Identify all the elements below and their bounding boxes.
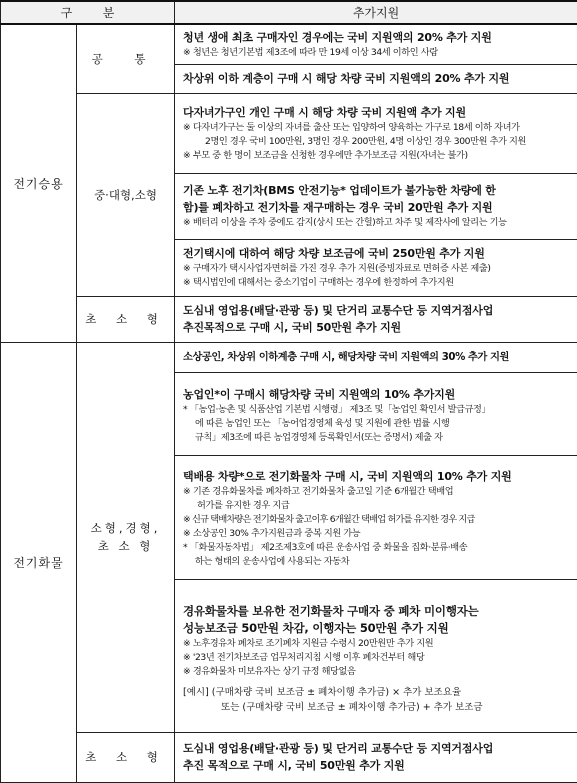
support-note: 에 따른 농업인 또는 「농어업경영체 육성 및 지원에 관한 법률 시행 (183, 417, 572, 431)
support-heading: 기존 노후 전기차(BMS 안전기능* 업데이트가 불가능한 차량에 한 (183, 182, 572, 199)
support-cell (175, 579, 577, 732)
support-note: 허가를 유지한 경우 지급 (183, 499, 572, 513)
support-note: ※ 경유화물차 미보유자는 상기 규정 해당없음 (183, 665, 572, 679)
support-cell (175, 372, 577, 455)
support-cell (175, 342, 577, 372)
support-note: ※ 노후경유차 폐차로 조기폐차 지원금 수령시 20만원만 추가 지원 (183, 637, 572, 651)
sub-label-line2: 초 소 형 (77, 537, 174, 555)
table-row (1, 296, 577, 342)
example-formula (183, 685, 572, 715)
support-note: * 「농업·농촌 및 식품산업 기본법 시행령」 제3조 및「농업인 확인서 발급규정」 (183, 403, 572, 417)
category-ev-truck: 전기화물 (1, 342, 77, 782)
sub-ultra-small: 초 소 형 (77, 296, 175, 342)
support-cell (175, 173, 577, 239)
table-header-row (1, 1, 577, 24)
header-category: 구 분 (1, 1, 175, 24)
support-note: ※ 부모 중 한 명이 보조금을 신청한 경우에만 추가보조금 지원(자녀는 불가) (183, 149, 572, 163)
sub-public: 공 통 (77, 24, 175, 93)
support-heading: 청년 생애 최초 구매자인 경우에는 국비 지원액의 20% 추가 지원 (183, 29, 572, 46)
support-heading: 전기택시에 대하여 해당 차량 보조금에 국비 250만원 추가 지원 (183, 245, 572, 262)
support-heading: 차상위 이하 계층이 구매 시 해당 차량 국비 지원액의 20% 추가 지원 (183, 70, 572, 87)
support-heading: 경유화물차를 보유한 전기화물차 구매자 중 폐차 미이행자는 (183, 603, 572, 620)
support-heading: 도심내 영업용(배달·관광 등) 및 단거리 교통수단 등 지역거점사업 (183, 740, 572, 757)
support-cell (175, 239, 577, 296)
support-heading: 추진 목적으로 구매 시, 국비 50만원 추가 지원 (183, 757, 572, 774)
support-heading: 도심내 영업용(배달·관광 등) 및 단거리 교통수단 등 지역거점사업 (183, 302, 572, 319)
support-cell (175, 296, 577, 342)
support-note: ※ 배터리 이상을 주차 중에도 감지(상시 또는 간헐)하고 차주 및 제작사에 알리는 기능 (183, 216, 572, 230)
support-note: 규칙」제3조에 따른 농업경영체 등록확인서(또는 증명서) 제출 자 (183, 431, 572, 445)
support-note: ※ '23년 전기차보조금 업무처리지침 시행 이후 폐차건부터 해당 (183, 651, 572, 665)
table-row (1, 93, 577, 173)
support-cell (175, 64, 577, 93)
support-note: * 「화물자동차법」 제2조제3호에 따른 운송사업 중 화물을 집화·분류·배송 (183, 541, 572, 555)
support-note: ※ 신규 택배차량은 전기화물차 출고이후 6개월간 택배업 허가를 유지한 경우 지급 (183, 513, 572, 527)
support-heading: 추진목적으로 구매 시, 국비 50만원 추가 지원 (183, 319, 572, 336)
support-heading: 농업인*이 구매시 해당차량 국비 지원액의 10% 추가지원 (183, 386, 572, 403)
support-heading: 성능보조금 50만원 차감, 이행자는 50만원 추가 지원 (183, 620, 572, 637)
support-note: ※ 소상공인 30% 추가지원금과 중복 지원 가능 (183, 527, 572, 541)
support-note: 하는 형태의 운송사업에 사용되는 자동차 (183, 555, 572, 569)
table-row (1, 732, 577, 782)
sub-ultra-small: 초 소 형 (77, 732, 175, 782)
support-heading: 다자녀가구인 개인 구매 시 해당 차량 국비 지원액 추가 지원 (183, 104, 572, 121)
support-note: 2명인 경우 국비 100만원, 3명인 경우 200만원, 4명 이상인 경우 300만원 추가 지원 (183, 135, 572, 149)
support-heading: 함)를 폐차하고 전기차를 재구매하는 경우 국비 20만원 추가 지원 (183, 199, 572, 216)
example-line: [예시] (구매차량 국비 보조금 ± 폐차이행 추가금) × 추가 보조요율 (183, 685, 572, 700)
support-note: ※ 구매자가 택시사업자면허를 가진 경우 추가 지원(증빙자료로 면허증 사본 제출) (183, 262, 572, 276)
support-note: ※ 다자녀가구는 둘 이상의 자녀를 출산 또는 입양하여 양육하는 가구로 18세 이하 자녀가 (183, 121, 572, 135)
header-extra-support: 추가지원 (175, 1, 577, 24)
support-note: ※ 택시법인에 대해서는 중소기업이 구매하는 경우에 한정하여 추가지원 (183, 276, 572, 290)
support-heading: 택배용 차량*으로 전기화물차 구매 시, 국비 지원액의 10% 추가 지원 (183, 468, 572, 485)
sub-mid-large-small: 중·대형,소형 (77, 93, 175, 296)
table-row (1, 342, 577, 372)
support-note: ※ 기존 경유화물차를 폐차하고 전기화물차 출고일 기준 6개월간 택배업 (183, 485, 572, 499)
table-row (1, 24, 577, 64)
category-ev-car: 전기승용 (1, 24, 77, 342)
sub-label-line1: 소형,경형, (77, 519, 174, 537)
support-cell (175, 455, 577, 579)
support-cell (175, 732, 577, 782)
example-line: 또는 (구매차량 국비 보조금 ± 폐차이행 추가금) + 추가 보조금 (183, 700, 572, 715)
sub-small-light-ultra (77, 342, 175, 732)
support-cell (175, 93, 577, 173)
support-heading: 소상공인, 차상위 이하계층 구매 시, 해당차량 국비 지원액의 30% 추가 지원 (183, 349, 572, 366)
support-cell (175, 24, 577, 64)
support-note: ※ 청년은 청년기본법 제3조에 따라 만 19세 이상 34세 이하인 사람 (183, 46, 572, 60)
